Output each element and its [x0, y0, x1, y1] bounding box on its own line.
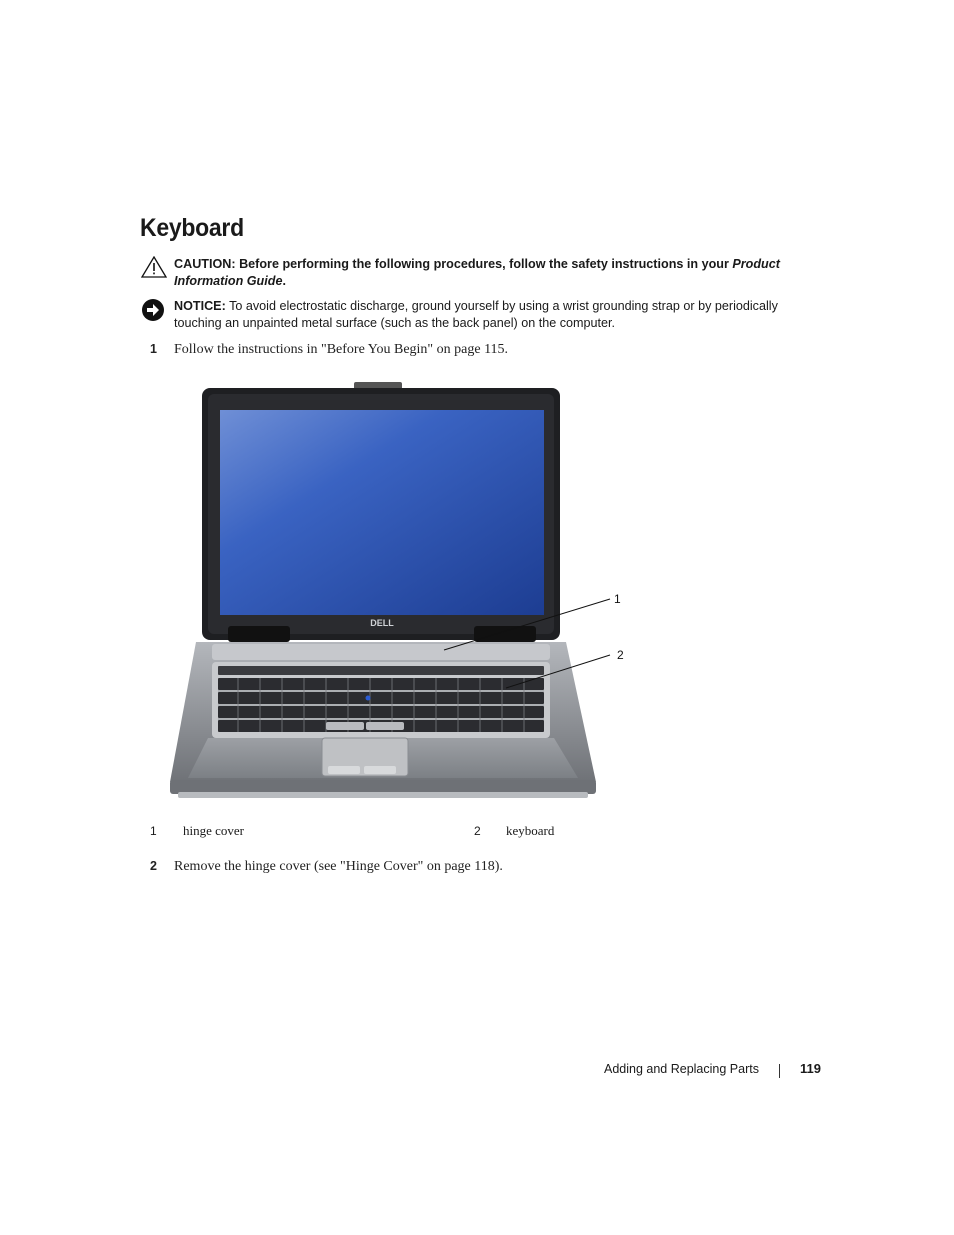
legend-item-1 — [150, 823, 245, 839]
legend-number: 2 — [474, 824, 481, 838]
screen — [220, 410, 544, 615]
laptop-figure — [168, 380, 628, 808]
hinge-left — [228, 626, 290, 642]
caution-text — [174, 256, 801, 290]
notice-text — [174, 298, 801, 332]
hinge-cover — [212, 644, 550, 660]
step-number: 1 — [150, 342, 157, 356]
notice-label: NOTICE: — [174, 299, 226, 313]
step-text: Remove the hinge cover (see "Hinge Cover" on page 118). — [174, 859, 503, 874]
legend-label: hinge cover — [183, 823, 245, 838]
footer-divider — [779, 1064, 780, 1078]
callout-1: 1 — [614, 592, 621, 606]
notice-body: To avoid electrostatic discharge, ground yourself by using a wrist grounding strap or by periodically touching an unpainted metal surface (such as the back panel) on the computer. — [174, 299, 778, 330]
legend-item-2 — [474, 823, 555, 839]
legend-label: keyboard — [506, 823, 555, 838]
page-number: 119 — [800, 1061, 821, 1076]
caution-body: Before performing the following procedures, follow the safety instructions in your — [239, 257, 729, 271]
caution-end: . — [282, 274, 286, 288]
step-number: 2 — [150, 859, 157, 873]
step-2 — [150, 859, 503, 875]
brand-logo: DELL — [370, 618, 394, 628]
laptop-illustration — [168, 380, 628, 808]
step-1 — [150, 342, 508, 358]
footer-section: Adding and Replacing Parts — [604, 1062, 759, 1076]
caution-italic: Product Information Guide — [174, 257, 780, 288]
legend-number: 1 — [150, 824, 157, 838]
callout-2: 2 — [617, 648, 624, 662]
step-text: Follow the instructions in "Before You Begin" on page 115. — [174, 342, 509, 357]
caution-label: CAUTION: — [174, 257, 236, 271]
caution-icon — [141, 256, 167, 278]
notice-icon — [141, 298, 165, 322]
pointing-stick — [366, 696, 371, 701]
page-title: Keyboard — [140, 214, 244, 242]
hinge-right — [474, 626, 536, 642]
